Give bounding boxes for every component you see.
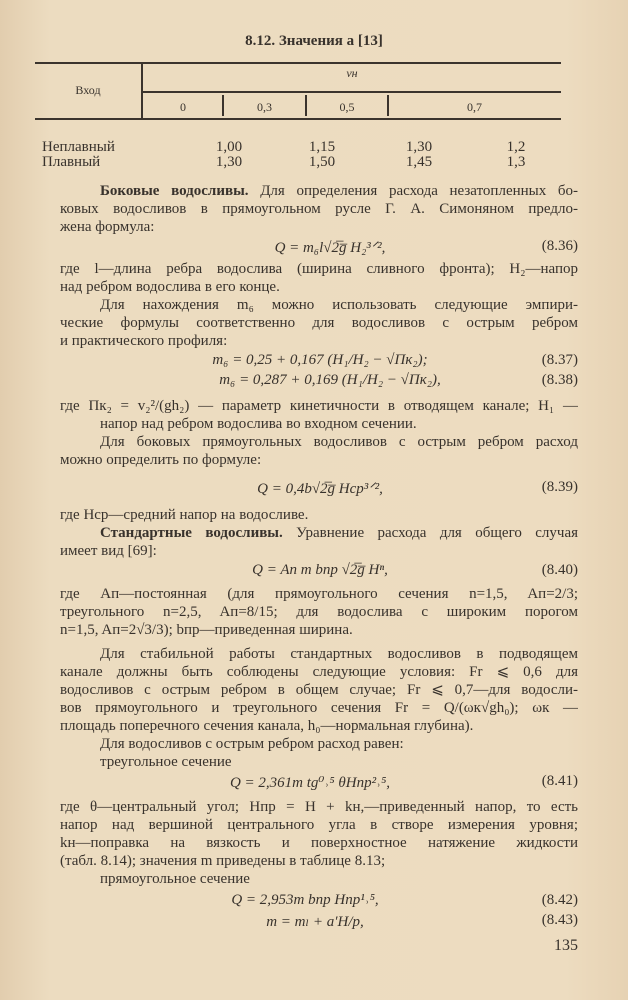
- table-header-bottom-rule: [35, 118, 561, 120]
- section-heading: Стандартные водосливы.: [100, 525, 283, 541]
- table-cell: 1,30: [215, 154, 243, 170]
- text-line-content: треугольное сечение: [100, 754, 232, 770]
- text-line: [60, 621, 578, 639]
- table-cell: 1,30: [405, 139, 433, 155]
- text-line: [60, 753, 578, 771]
- text-line: [60, 260, 578, 278]
- text-line: [60, 870, 578, 888]
- text-line: [60, 735, 578, 753]
- text-line-content: Для боковых прямоугольных водосливов с острым ребром расход: [100, 434, 578, 450]
- table-cell: 1,2: [506, 139, 526, 155]
- page-number: 135: [554, 937, 578, 954]
- text-line: [60, 332, 578, 350]
- text-line-content: прямоугольное сечение: [100, 871, 250, 887]
- text-line: [60, 663, 578, 681]
- text-line-content: жена формула:: [60, 219, 155, 235]
- table-column-header: 0,7: [467, 100, 482, 114]
- table-top-rule: [35, 62, 561, 64]
- text-line-content: Уравнение расхода для общего случая: [282, 525, 578, 541]
- text-line: [60, 218, 578, 236]
- equation-number: (8.43): [541, 912, 578, 928]
- text-line-content: Для водосливов с острым ребром расход равен:: [100, 736, 404, 752]
- formula: Q = 2,361m tg⁰˒⁵ θHпр²˒⁵,: [229, 775, 391, 791]
- table-cell: 1,00: [215, 139, 243, 155]
- text-line-content: напор над ребром водослива во входном сечении.: [100, 416, 417, 432]
- table-header-rule: [143, 91, 561, 93]
- text-line: [60, 798, 578, 816]
- table-title: 8.12. Значения a [13]: [245, 33, 383, 49]
- table-cell: 1,45: [405, 154, 433, 170]
- equation-number: (8.41): [541, 773, 578, 789]
- text-line: [60, 433, 578, 451]
- table-cell: 1,3: [506, 154, 526, 170]
- text-line-content: треугольного n=2,5, Aп=8/15; для водослива с широким порогом: [60, 604, 578, 620]
- text-line: [60, 524, 578, 542]
- text-line-content: ческие формулы соответственно для водосливов с острым ребром: [60, 315, 578, 331]
- text-line-content: где l—длина ребра водослива (ширина сливного фронта); H₂—напор: [60, 261, 578, 277]
- table-row-header: Вход: [75, 83, 101, 97]
- text-line-content: имеет вид [69]:: [60, 543, 157, 559]
- text-line: [60, 645, 578, 663]
- text-line: [60, 681, 578, 699]
- text-line: [60, 834, 578, 852]
- table-column-header: 0,3: [257, 100, 272, 114]
- text-line: [60, 852, 578, 870]
- text-line: [60, 314, 578, 332]
- text-line-content: канале должны быть соблюдены следующие условия: Fr ⩽ 0,6 для: [60, 664, 578, 680]
- equation-number: (8.40): [541, 562, 578, 578]
- formula: m₆ = 0,287 + 0,169 (H₁/H₂ − √Пк₂),: [219, 372, 441, 388]
- formula: Q = 0,4b√2̅g̅ Hср³ᐟ²,: [257, 481, 383, 497]
- equation-number: (8.42): [541, 892, 578, 908]
- text-line-content: где θ—центральный угол; Hпр = H + kн,—приведенный напор, то есть: [60, 799, 578, 815]
- text-line-content: над ребром водослива в его конце.: [60, 279, 280, 295]
- table-row-label: Плавный: [42, 154, 101, 170]
- text-line-content: где Aп—постоянная (для прямоугольного сечения n=1,5, Aп=2/3;: [60, 586, 578, 602]
- equation-number: (8.39): [541, 479, 578, 495]
- text-line-content: Для стабильной работы стандартных водосливов в подводящем: [100, 646, 578, 662]
- text-line-content: kн—поправка на вязкость и поверхностное натяжение жидкости: [60, 835, 578, 851]
- table-column-header: 0,5: [339, 100, 355, 114]
- text-line-content: напор над вершиной центрального угла в створе измерения уровня;: [60, 817, 578, 833]
- formula: Q = 2,953m bпр Hпр¹˒⁵,: [231, 892, 379, 908]
- formula: m = mₗ + a′H/p,: [266, 914, 364, 930]
- text-line: [60, 585, 578, 603]
- text-line-content: вов прямоугольного и треугольного сечения Fr = Q/(ωк√gh₀); ωк —: [60, 700, 578, 716]
- text-line: [60, 717, 578, 735]
- equation-number: (8.36): [541, 238, 578, 254]
- formula: Q = Aп m bпр √2̅g̅ Hⁿ,: [252, 562, 388, 578]
- text-line-content: можно определить по формуле:: [60, 452, 262, 468]
- text-line-content: n=1,5, Aп=2√3/3); bпр—приведенная ширина.: [60, 622, 353, 638]
- text-line: [60, 278, 578, 296]
- equation-number: (8.37): [541, 352, 578, 368]
- section-heading: Боковые водосливы.: [100, 183, 249, 199]
- equation-number: (8.38): [541, 372, 578, 388]
- text-line: [60, 397, 578, 415]
- text-line-content: (табл. 8.14); значения m приведены в таблице 8.13;: [60, 853, 386, 869]
- text-line: [60, 542, 578, 560]
- text-line-content: площадь поперечного сечения канала, h₀—нормальная глубина).: [60, 718, 474, 734]
- table-row-label: Неплавный: [42, 139, 115, 155]
- text-line: [60, 296, 578, 314]
- formula: Q = m₆l√2̅g̅ H₂³ᐟ²,: [274, 240, 386, 256]
- table-cell: 1,50: [308, 154, 336, 170]
- text-line: [60, 182, 578, 200]
- text-line: [60, 200, 578, 218]
- text-line-content: где Пк₂ = v₂²/(gh₂) — параметр кинетичности в отводящем канале; H₁ —: [60, 398, 578, 414]
- table-group-header: vн: [346, 66, 358, 80]
- text-line: [60, 816, 578, 834]
- text-line: [60, 603, 578, 621]
- text-line-content: где Hср—средний напор на водосливе.: [60, 507, 309, 523]
- formula: m₆ = 0,25 + 0,167 (H₁/H₂ − √Пк₂);: [212, 352, 428, 368]
- text-line: [60, 506, 578, 524]
- text-line: [60, 699, 578, 717]
- text-line-content: и практического профиля:: [60, 333, 228, 349]
- text-line-content: Для определения расхода незатопленных бо-: [248, 183, 578, 199]
- text-line: [60, 451, 578, 469]
- table-column-header: 0: [180, 100, 186, 114]
- table-cell: 1,15: [308, 139, 336, 155]
- text-line-content: Для нахождения m₆ можно использовать следующие эмпири-: [100, 297, 578, 313]
- text-line: [60, 415, 578, 433]
- text-line-content: ковых водосливов в прямоугольном русле Г. А. Симоняном предло-: [60, 201, 578, 217]
- text-line-content: водосливов с острым ребром в общем случае; Fr ⩽ 0,7—для водосли-: [60, 682, 578, 698]
